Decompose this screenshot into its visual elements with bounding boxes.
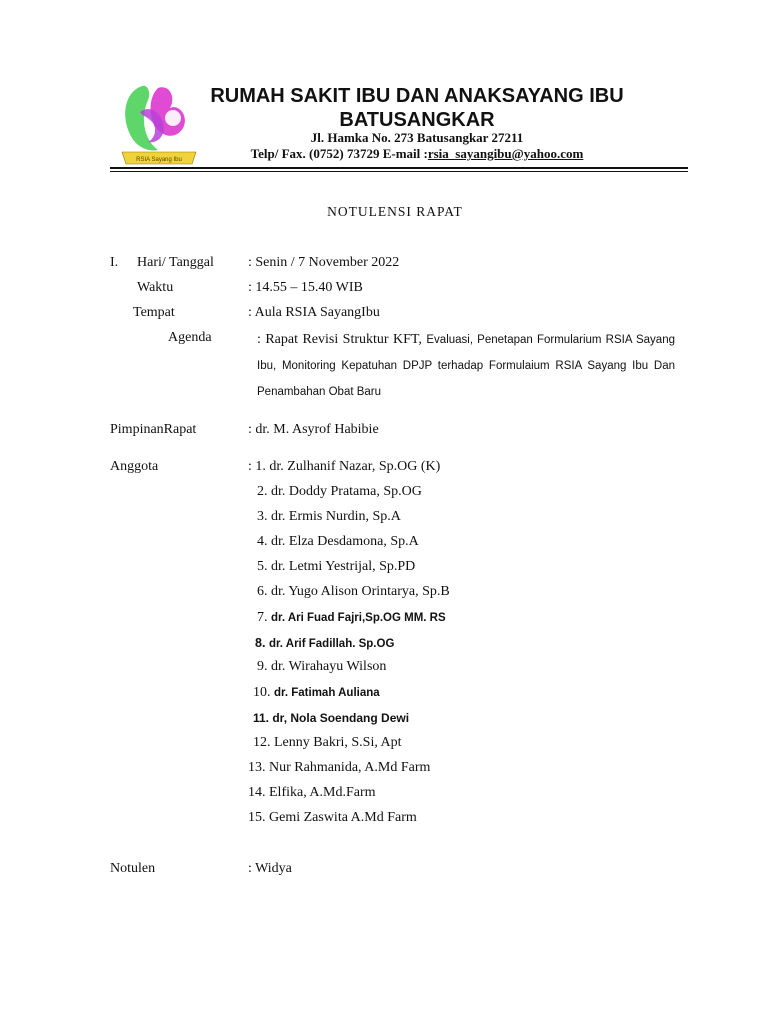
member-number: 10.: [253, 685, 271, 700]
member-item: [257, 609, 446, 627]
agenda-value-lead: : Rapat Revisi Struktur KFT,: [257, 332, 427, 347]
member-item: 4. dr. Elza Desdamona, Sp.A: [257, 534, 419, 549]
tempat-value: : Aula RSIA SayangIbu: [248, 305, 380, 320]
tempat-label: Tempat: [133, 305, 175, 320]
member-item: 12. Lenny Bakri, S.Si, Apt: [253, 735, 402, 750]
member-item: [255, 634, 394, 653]
member-item: : 1. dr. Zulhanif Nazar, Sp.OG (K): [248, 459, 441, 474]
hari-value: : Senin / 7 November 2022: [248, 255, 400, 270]
agenda-value-rest: Evaluasi, Penetapan Formularium RSIA Sayang Ibu, Monitoring Kepatuhan DPJP terhadap Formulaium RSIA Sayang Ibu Dan Penambahan Obat Baru: [257, 334, 675, 398]
contact-email[interactable]: rsia_sayangibu@yahoo.com: [427, 146, 584, 161]
notulen-label: Notulen: [110, 861, 156, 876]
member-item: 15. Gemi Zaswita A.Md Farm: [248, 810, 417, 825]
document-title: NOTULENSI RAPAT: [327, 204, 463, 219]
letterhead-divider-thin: [110, 171, 688, 172]
org-name-line1: RUMAH SAKIT IBU DAN ANAKSAYANG IBU: [210, 85, 624, 107]
section-number: I.: [110, 255, 119, 270]
member-item: 5. dr. Letmi Yestrijal, Sp.PD: [257, 559, 416, 574]
agenda-label: Agenda: [168, 330, 212, 345]
organization-name: [198, 84, 636, 132]
member-name: dr. Ari Fuad Fajri,Sp.OG MM. RS: [271, 612, 446, 624]
member-item: 9. dr. Wirahayu Wilson: [257, 659, 387, 674]
hari-label: Hari/ Tanggal: [137, 255, 214, 270]
anggota-label: Anggota: [110, 459, 159, 474]
hospital-logo: [118, 78, 200, 168]
member-number: 8.: [255, 636, 266, 650]
contact-line: [198, 146, 636, 162]
member-name: dr. Arif Fadillah. Sp.OG: [268, 638, 395, 650]
org-name-line2: BATUSANGKAR: [339, 109, 495, 131]
waktu-value: : 14.55 – 15.40 WIB: [248, 280, 363, 295]
member-item: 3. dr. Ermis Nurdin, Sp.A: [257, 509, 401, 524]
member-item: 11. dr, Nola Soendang Dewi: [253, 711, 410, 725]
pimpinan-label: PimpinanRapat: [110, 422, 197, 437]
member-name: dr. Fatimah Auliana: [274, 687, 380, 699]
pimpinan-value: : dr. M. Asyrof Habibie: [248, 422, 379, 437]
member-number: 7.: [257, 610, 268, 625]
address-line: Jl. Hamka No. 273 Batusangkar 27211: [310, 130, 524, 145]
member-item: [253, 684, 380, 702]
member-item: 2. dr. Doddy Pratama, Sp.OG: [257, 484, 422, 499]
member-item: 6. dr. Yugo Alison Orintarya, Sp.B: [257, 584, 450, 599]
logo-ribbon-text: RSIA Sayang Ibu: [136, 157, 182, 163]
notulen-value: : Widya: [248, 861, 292, 876]
agenda-value: [257, 327, 675, 405]
member-item: 13. Nur Rahmanida, A.Md Farm: [248, 760, 431, 775]
member-item: 14. Elfika, A.Md.Farm: [248, 785, 376, 800]
contact-prefix: Telp/ Fax. (0752) 73729 E-mail :: [250, 146, 428, 161]
waktu-label: Waktu: [137, 280, 174, 295]
letterhead-divider-thick: [110, 167, 688, 169]
